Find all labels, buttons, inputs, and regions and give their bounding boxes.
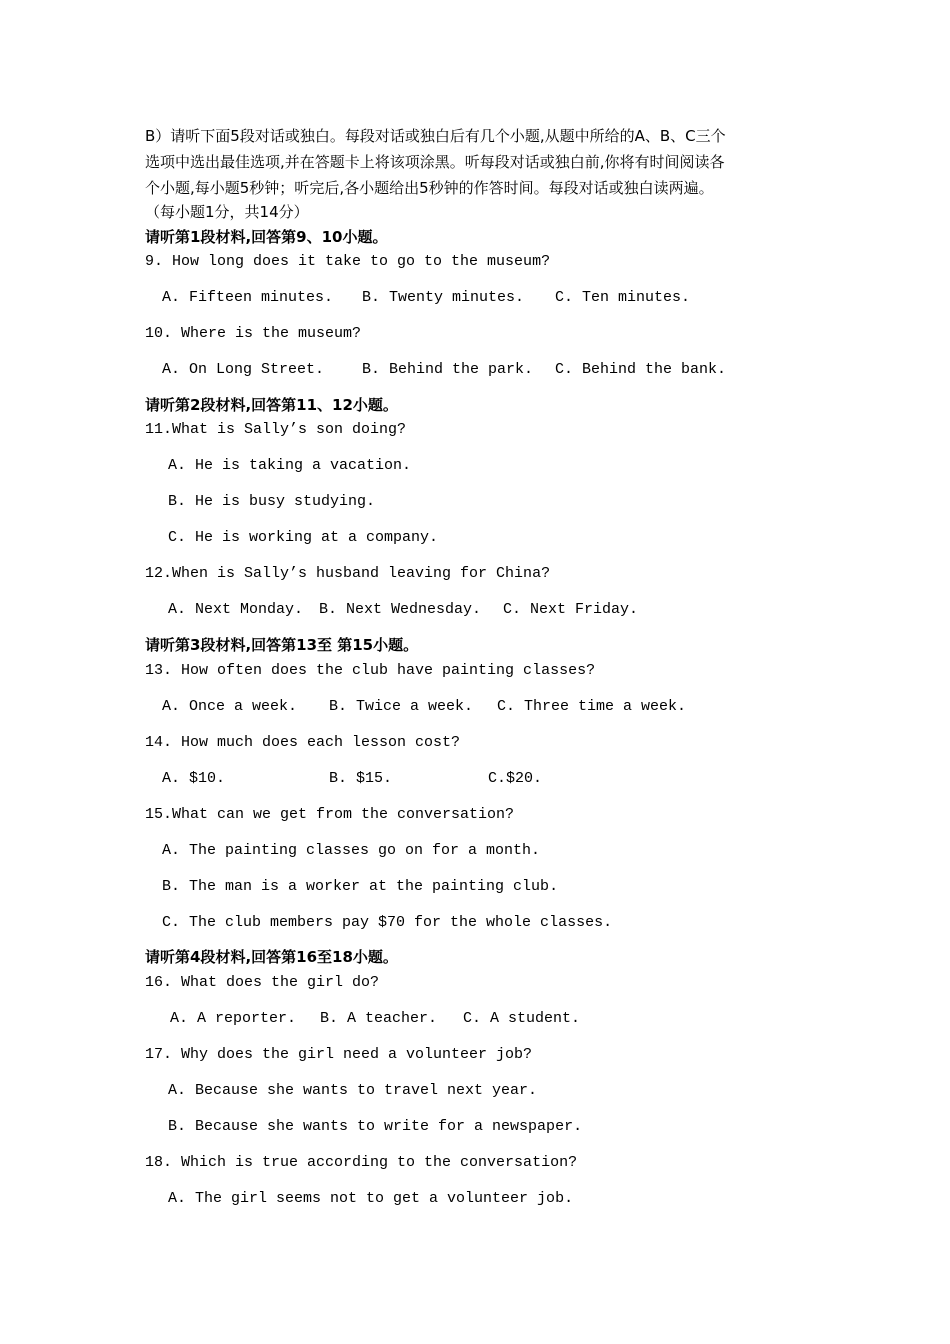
question-11: 11.What is Sally’s son doing? — [145, 421, 407, 438]
question-15: 15.What can we get from the conversation? — [145, 806, 515, 823]
intro-line-3: 个小题,每小题5秒钟；听完后,各小题给出5秒钟的作答时间。每段对话或独白读两遍。 — [145, 179, 714, 197]
q11-option-c: C. He is working at a company. — [168, 529, 439, 546]
q12-option-a: A. Next Monday. — [168, 601, 304, 618]
q14-option-a: A. $10. — [162, 770, 226, 787]
q11-option-b: B. He is busy studying. — [168, 493, 376, 510]
intro-line-1: B）请听下面5段对话或独白。每段对话或独白后有几个小题,从题中所给的A、B、C三个 — [145, 127, 726, 145]
q15-option-c: C. The club members pay $70 for the whole classes. — [162, 914, 613, 931]
section-4-heading: 请听第4段材料,回答第16至18小题。 — [145, 948, 398, 966]
q13-option-b: B. Twice a week. — [329, 698, 474, 715]
question-16: 16. What does the girl do? — [145, 974, 380, 991]
question-14: 14. How much does each lesson cost? — [145, 734, 461, 751]
q13-option-c: C. Three time a week. — [497, 698, 687, 715]
question-13: 13. How often does the club have painting classes? — [145, 662, 596, 679]
q18-option-a: A. The girl seems not to get a volunteer job. — [168, 1190, 574, 1207]
question-12: 12.When is Sally’s husband leaving for China? — [145, 565, 551, 582]
q11-option-a: A. He is taking a vacation. — [168, 457, 412, 474]
q10-option-b: B. Behind the park. — [362, 361, 534, 378]
q15-option-a: A. The painting classes go on for a month. — [162, 842, 541, 859]
q17-option-a: A. Because she wants to travel next year. — [168, 1082, 538, 1099]
q9-option-b: B. Twenty minutes. — [362, 289, 525, 306]
q17-option-b: B. Because she wants to write for a newspaper. — [168, 1118, 583, 1135]
intro-line-2: 选项中选出最佳选项,并在答题卡上将该项涂黑。听每段对话或独白前,你将有时间阅读各 — [145, 153, 725, 171]
q12-option-c: C. Next Friday. — [503, 601, 639, 618]
question-9: 9. How long does it take to go to the museum? — [145, 253, 551, 270]
q9-option-a: A. Fifteen minutes. — [162, 289, 334, 306]
q16-option-c: C. A student. — [463, 1010, 581, 1027]
q15-option-b: B. The man is a worker at the painting club. — [162, 878, 559, 895]
question-10: 10. Where is the museum? — [145, 325, 362, 342]
section-1-heading: 请听第1段材料,回答第9、10小题。 — [145, 228, 388, 246]
q16-option-a: A. A reporter. — [170, 1010, 297, 1027]
section-3-heading: 请听第3段材料,回答第13至 第15小题。 — [145, 636, 419, 654]
intro-line-4: （每小题1分，共14分） — [145, 203, 309, 221]
q12-option-b: B. Next Wednesday. — [319, 601, 482, 618]
q13-option-a: A. Once a week. — [162, 698, 298, 715]
question-18: 18. Which is true according to the conversation? — [145, 1154, 578, 1171]
q14-option-c: C.$20. — [488, 770, 543, 787]
section-2-heading: 请听第2段材料,回答第11、12小题。 — [145, 396, 398, 414]
q10-option-a: A. On Long Street. — [162, 361, 325, 378]
q10-option-c: C. Behind the bank. — [555, 361, 727, 378]
question-17: 17. Why does the girl need a volunteer job? — [145, 1046, 533, 1063]
q9-option-c: C. Ten minutes. — [555, 289, 691, 306]
q14-option-b: B. $15. — [329, 770, 393, 787]
q16-option-b: B. A teacher. — [320, 1010, 438, 1027]
